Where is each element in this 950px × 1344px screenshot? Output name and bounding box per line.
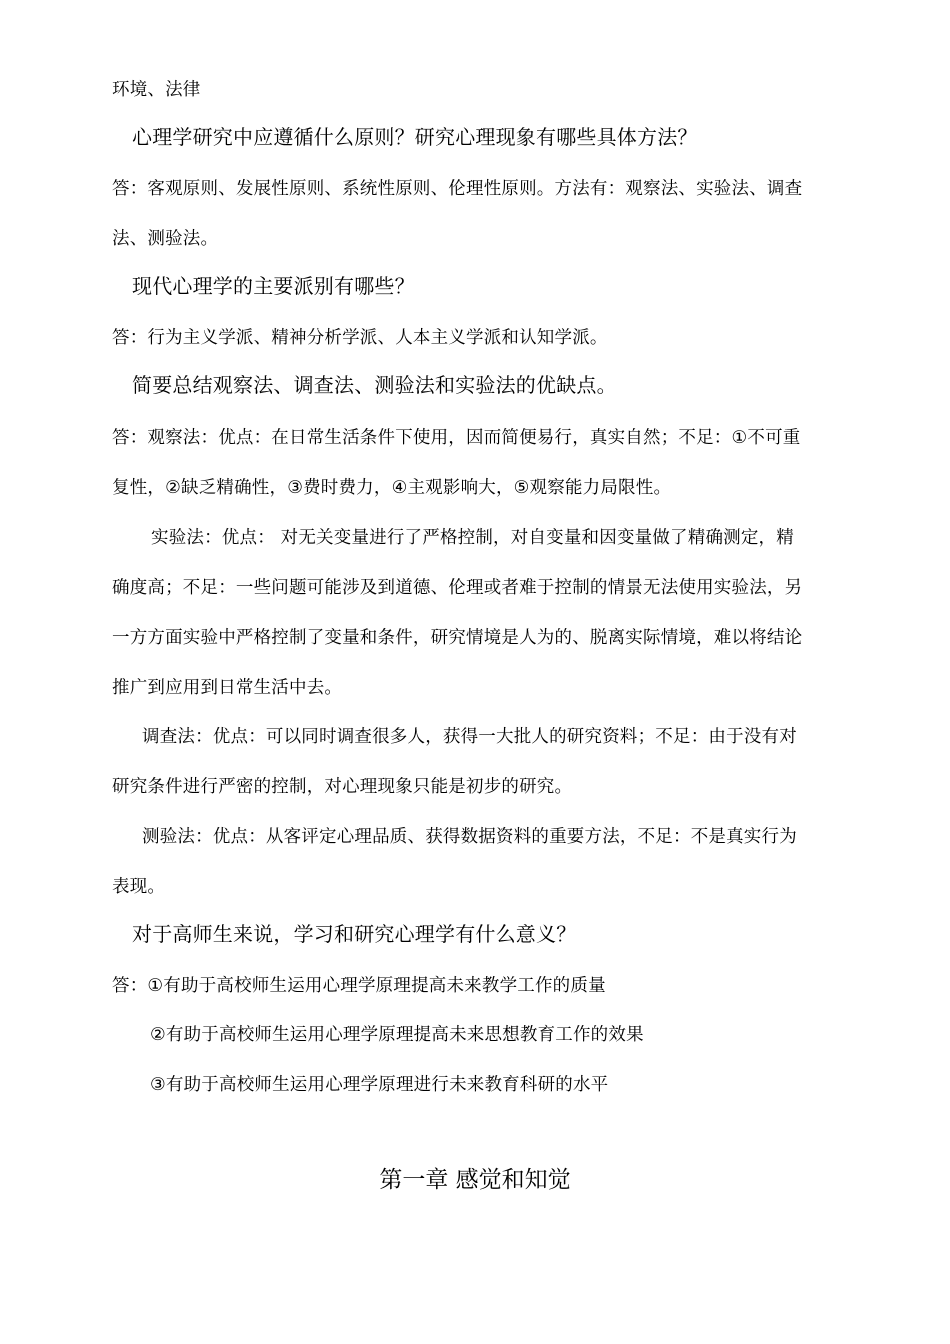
text-line: 环境、法律 [112,80,201,100]
question-heading: 心理学研究中应遵循什么原则？研究心理现象有哪些具体方法？ [132,125,698,149]
chapter-title: 第一章 感觉和知觉 [379,1167,571,1193]
answer-line: 答：客观原则、发展性原则、系统性原则、伦理性原则。方法有：观察法、实验法、调查 [112,179,803,199]
answer-line: 表现。 [112,877,166,897]
answer-line: ②有助于高校师生运用心理学原理提高未来思想教育工作的效果 [150,1025,644,1045]
answer-line: 一方方面实验中严格控制了变量和条件，研究情境是人为的、脱离实际情境，难以将结论 [112,628,803,648]
answer-line: ③有助于高校师生运用心理学原理进行未来教育科研的水平 [150,1075,609,1095]
answer-line: 调查法：优点：可以同时调查很多人，获得一大批人的研究资料；不足：由于没有对 [142,727,797,747]
answer-line: 复性，②缺乏精确性，③费时费力，④主观影响大，⑤观察能力局限性。 [112,478,672,498]
answer-line: 答：行为主义学派、精神分析学派、人本主义学派和认知学派。 [112,328,608,348]
question-heading: 对于高师生来说，学习和研究心理学有什么意义？ [132,922,577,946]
answer-line: 实验法：优点： 对无关变量进行了严格控制，对自变量和因变量做了精确测定，精 [151,528,794,548]
question-heading: 简要总结观察法、调查法、测验法和实验法的优缺点。 [132,373,617,397]
answer-line: 答：①有助于高校师生运用心理学原理提高未来教学工作的质量 [112,976,606,996]
answer-line: 确度高；不足：一些问题可能涉及到道德、伦理或者难于控制的情景无法使用实验法，另 [112,578,803,598]
answer-line: 答：观察法：优点：在日常生活条件下使用，因而简便易行，真实自然；不足：①不可重 [112,428,801,448]
question-heading: 现代心理学的主要派别有哪些？ [132,274,415,298]
answer-line: 法、测验法。 [112,229,219,249]
answer-line: 推广到应用到日常生活中去。 [112,678,343,698]
answer-line: 研究条件进行严密的控制，对心理现象只能是初步的研究。 [112,777,573,797]
answer-line: 测验法：优点：从客评定心理品质、获得数据资料的重要方法，不足：不是真实行为 [142,827,797,847]
